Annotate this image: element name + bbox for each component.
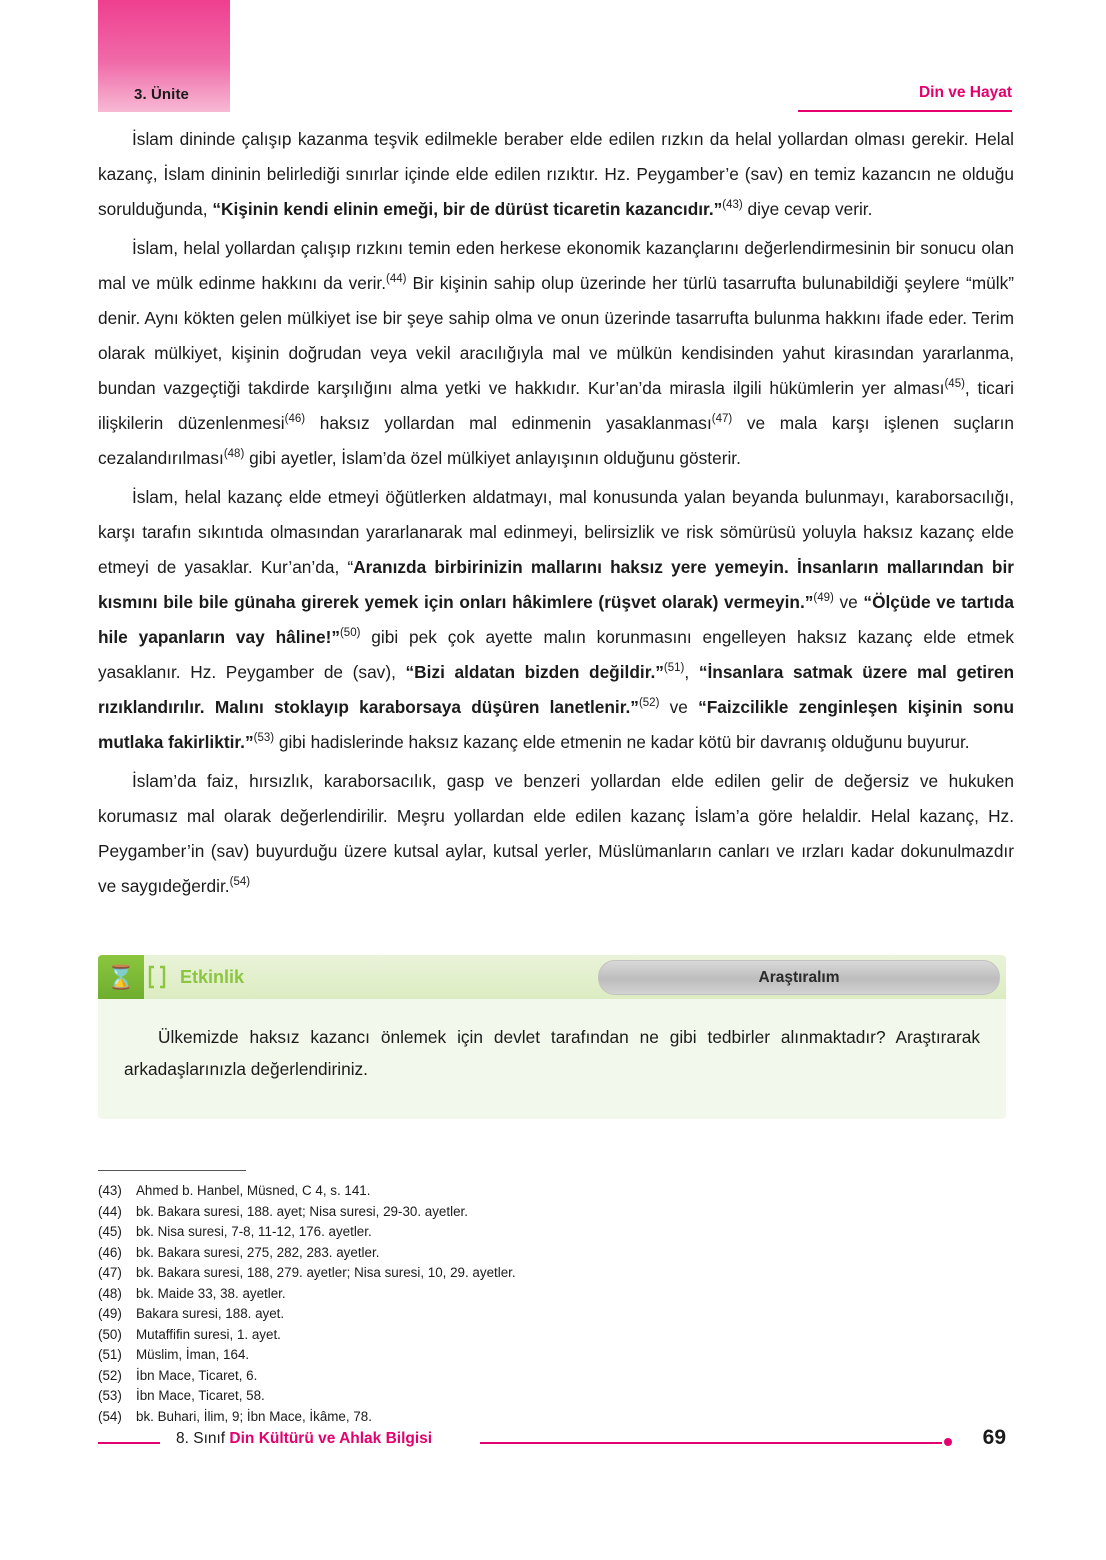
- page-header: [98, 84, 1012, 118]
- emphasis-text: “İnsanlara satmak üzere mal getiren rızıklandırılır. Malını stoklayıp karaborsaya düşüren lanetlenir.”: [98, 662, 1015, 717]
- footnote-number: (49): [98, 1306, 122, 1321]
- footnote-number: (47): [98, 1265, 122, 1280]
- footnote-text: İbn Mace, Ticaret, 6.: [136, 1367, 258, 1383]
- footnote-item: [98, 1345, 798, 1366]
- footnote-ref: (53): [253, 732, 275, 745]
- emphasis-text: “Faizcilikle zenginleşen kişinin sonu mutlaka fakirliktir.”: [98, 697, 1015, 752]
- footnote-item: [98, 1407, 798, 1428]
- text-run: gibi hadislerinde haksız kazanç elde etmenin ne kadar kötü bir davranış olduğunu buyurur.: [274, 732, 970, 752]
- footer-rule: [480, 1442, 942, 1444]
- footnote-ref: (46): [284, 413, 306, 426]
- page-title: Din ve Hayat: [918, 84, 1012, 101]
- footnote-ref: (49): [813, 592, 834, 605]
- footnote-item: [98, 1202, 798, 1223]
- text-run: ve: [659, 697, 699, 717]
- activity-body: [98, 999, 1006, 1119]
- footnote-ref: (44): [386, 273, 407, 286]
- footnote-number: (54): [98, 1408, 122, 1424]
- footnote-item: [98, 1243, 798, 1264]
- footnote-text: bk. Maide 33, 38. ayetler.: [136, 1285, 286, 1301]
- page-number: 69: [982, 1426, 1006, 1449]
- paragraph-3: [98, 480, 1014, 760]
- text-run: ,: [684, 662, 699, 682]
- footnote-ref: (52): [638, 697, 660, 710]
- footer-dash: [98, 1442, 160, 1444]
- unit-label: 3. Ünite: [134, 86, 189, 103]
- footnote-ref: (43): [722, 199, 743, 212]
- main-content: [98, 122, 1014, 908]
- header-rule: [798, 110, 1012, 112]
- footnote-text: bk. Nisa suresi, 7-8, 11-12, 176. ayetler.: [136, 1224, 372, 1239]
- footnote-item: [98, 1304, 798, 1325]
- text-run: İslam dininde çalışıp kazanma teşvik edilmekle beraber elde edilen rızkın da helal yollardan olması gerekir. Helal kazanç, İslam dininin belirlediği sınırlar içinde elde edilen rızıktır. Hz. Peygamber’e (sav) en temiz kazancın ne olduğu sorulduğunda,: [98, 129, 1014, 219]
- footnote-item: [98, 1284, 798, 1305]
- footnote-number: (46): [98, 1244, 122, 1260]
- hourglass-icon: ⌛: [98, 955, 144, 999]
- footnote-ref: (48): [223, 448, 245, 461]
- text-run: diye cevap verir.: [742, 199, 873, 219]
- footnote-separator: [98, 1170, 246, 1171]
- brackets-icon: [144, 955, 170, 999]
- text-run: ve mala karşı işlenen suçların cezalandırılması: [98, 413, 1015, 468]
- emphasis-text: “Ölçüde ve tartıda hile yapanların vay hâline!”: [98, 592, 1014, 647]
- footnote-item: [98, 1222, 798, 1243]
- footnote-text: bk. Buhari, İlim, 9; İbn Mace, İkâme, 78.: [136, 1408, 372, 1424]
- text-run: İslam, helal kazanç elde etmeyi öğütlerken aldatmayı, mal konusunda yalan beyanda bulunmayı, karaborsacılığı, karşı tarafın sıkıntıda olmasından yararlanarak mal edinmeyi, belirsizlik ve risk sömürüsü yoluyla haksız kazanç elde etmeyi de yasaklar. Kur’an’da, “: [98, 487, 1014, 577]
- footnote-number: (48): [98, 1285, 122, 1301]
- footnote-ref: (51): [663, 662, 685, 675]
- footnote-number: (50): [98, 1326, 122, 1342]
- footnote-item: [98, 1263, 798, 1284]
- footnote-text: Bakara suresi, 188. ayet.: [136, 1306, 285, 1321]
- text-run: gibi pek çok ayette malın korunmasını engelleyen haksız kazanç elde etmek yasaklanır. Hz. Peygamber de (sav),: [98, 627, 1015, 682]
- activity-text: Ülkemizde haksız kazancı önlemek için devlet tarafından ne gibi tedbirler alınmaktadır? Araştırarak arkadaşlarınızla değerlendiriniz.: [124, 1027, 980, 1079]
- emphasis-text: “Bizi aldatan bizden değildir.”: [405, 662, 664, 682]
- footnote-number: (44): [98, 1203, 122, 1219]
- footnote-ref: (50): [339, 627, 361, 640]
- footnote-ref: (45): [944, 378, 965, 391]
- text-run: gibi ayetler, İslam’da özel mülkiyet anlayışının olduğunu gösterir.: [244, 448, 741, 468]
- text-run: İslam’da faiz, hırsızlık, karaborsacılık, gasp ve benzeri yollardan elde edilen gelir de değersiz ve hukuken korumasız mal olarak değerlendirilir. Meşru yollardan elde edilen kazanç İslam’a göre helaldir. Helal kazanç, Hz. Peygamber’in (sav) buyurduğu üzere kutsal aylar, kutsal yerler, Müslümanların canları ve ırzları kadar dokunulmazdır ve saygıdeğerdir.: [98, 771, 1014, 896]
- text-run: İslam, helal yollardan çalışıp rızkını temin eden herkese ekonomik kazançlarını değerlendirmesinin bir sonucu olan mal ve mülk edinme hakkını da verir.: [98, 238, 1014, 293]
- text-run: haksız yollardan mal edinmenin yasaklanması: [305, 413, 712, 433]
- footnote-item: [98, 1181, 798, 1202]
- footnote-text: bk. Bakara suresi, 188. ayet; Nisa suresi, 29-30. ayetler.: [136, 1203, 468, 1219]
- page-footer: [98, 1426, 1006, 1456]
- footnote-text: Ahmed b. Hanbel, Müsned, C 4, s. 141.: [136, 1183, 371, 1198]
- activity-type-badge: Araştıralım: [598, 960, 1000, 995]
- footnote-item: [98, 1325, 798, 1346]
- activity-title: Etkinlik: [180, 966, 245, 987]
- footnote-text: Müslim, İman, 164.: [136, 1347, 250, 1362]
- activity-box: [98, 955, 1006, 1119]
- footer-course: [176, 1430, 432, 1448]
- footer-grade: 8. Sınıf: [176, 1430, 230, 1447]
- footnote-number: (53): [98, 1388, 122, 1403]
- text-run: , ticari ilişkilerin düzenlenmesi: [98, 378, 1015, 433]
- footnote-item: [98, 1366, 798, 1387]
- text-run: Bir kişinin sahip olup üzerinde her türlü tasarrufta bulunabildiği şeylere “mülk” denir. Aynı kökten gelen mülkiyet ise bir şeye sahip olma ve onun üzerinde tasarrufta bulunma hakkını ifade eder. Terim olarak mülkiyet, kişinin doğrudan veya vekil aracılığıyla mal ve mülkün kendisinden yahut kirasından yararlanma, bundan vazgeçtiği takdirde karşılığını alma yetki ve hakkıdır. Kur’an’da mirasla ilgili hükümlerin yer alması: [98, 273, 1014, 398]
- footnote-number: (52): [98, 1367, 122, 1383]
- emphasis-text: “Kişinin kendi elinin emeği, bir de dürüst ticaretin kazancıdır.”: [212, 199, 723, 219]
- activity-header: [98, 955, 1006, 999]
- paragraph-4: [98, 764, 1014, 904]
- footnote-number: (43): [98, 1183, 122, 1198]
- footnote-list: [98, 1170, 798, 1427]
- footnote-item: [98, 1386, 798, 1407]
- emphasis-text: Aranızda birbirinizin mallarını haksız yere yemeyin. İnsanların mallarından bir kısmını bile bile günaha girerek yemek için onları hâkimlere (rüşvet olarak) vermeyin.”: [98, 557, 1014, 612]
- footer-course-name: Din Kültürü ve Ahlak Bilgisi: [229, 1430, 433, 1447]
- paragraph-2: [98, 231, 1014, 476]
- footnote-text: bk. Bakara suresi, 188, 279. ayetler; Nisa suresi, 10, 29. ayetler.: [136, 1265, 516, 1280]
- footnote-ref: (54): [229, 876, 251, 889]
- paragraph-1: [98, 122, 1014, 227]
- footnote-text: Mutaffifin suresi, 1. ayet.: [136, 1326, 281, 1342]
- footnote-number: (51): [98, 1347, 122, 1362]
- footnote-number: (45): [98, 1224, 122, 1239]
- footnote-text: bk. Bakara suresi, 275, 282, 283. ayetler.: [136, 1244, 380, 1260]
- footer-dot: [944, 1438, 952, 1446]
- footnote-ref: (47): [711, 413, 733, 426]
- footnote-text: İbn Mace, Ticaret, 58.: [136, 1388, 265, 1403]
- text-run: ve: [833, 592, 864, 612]
